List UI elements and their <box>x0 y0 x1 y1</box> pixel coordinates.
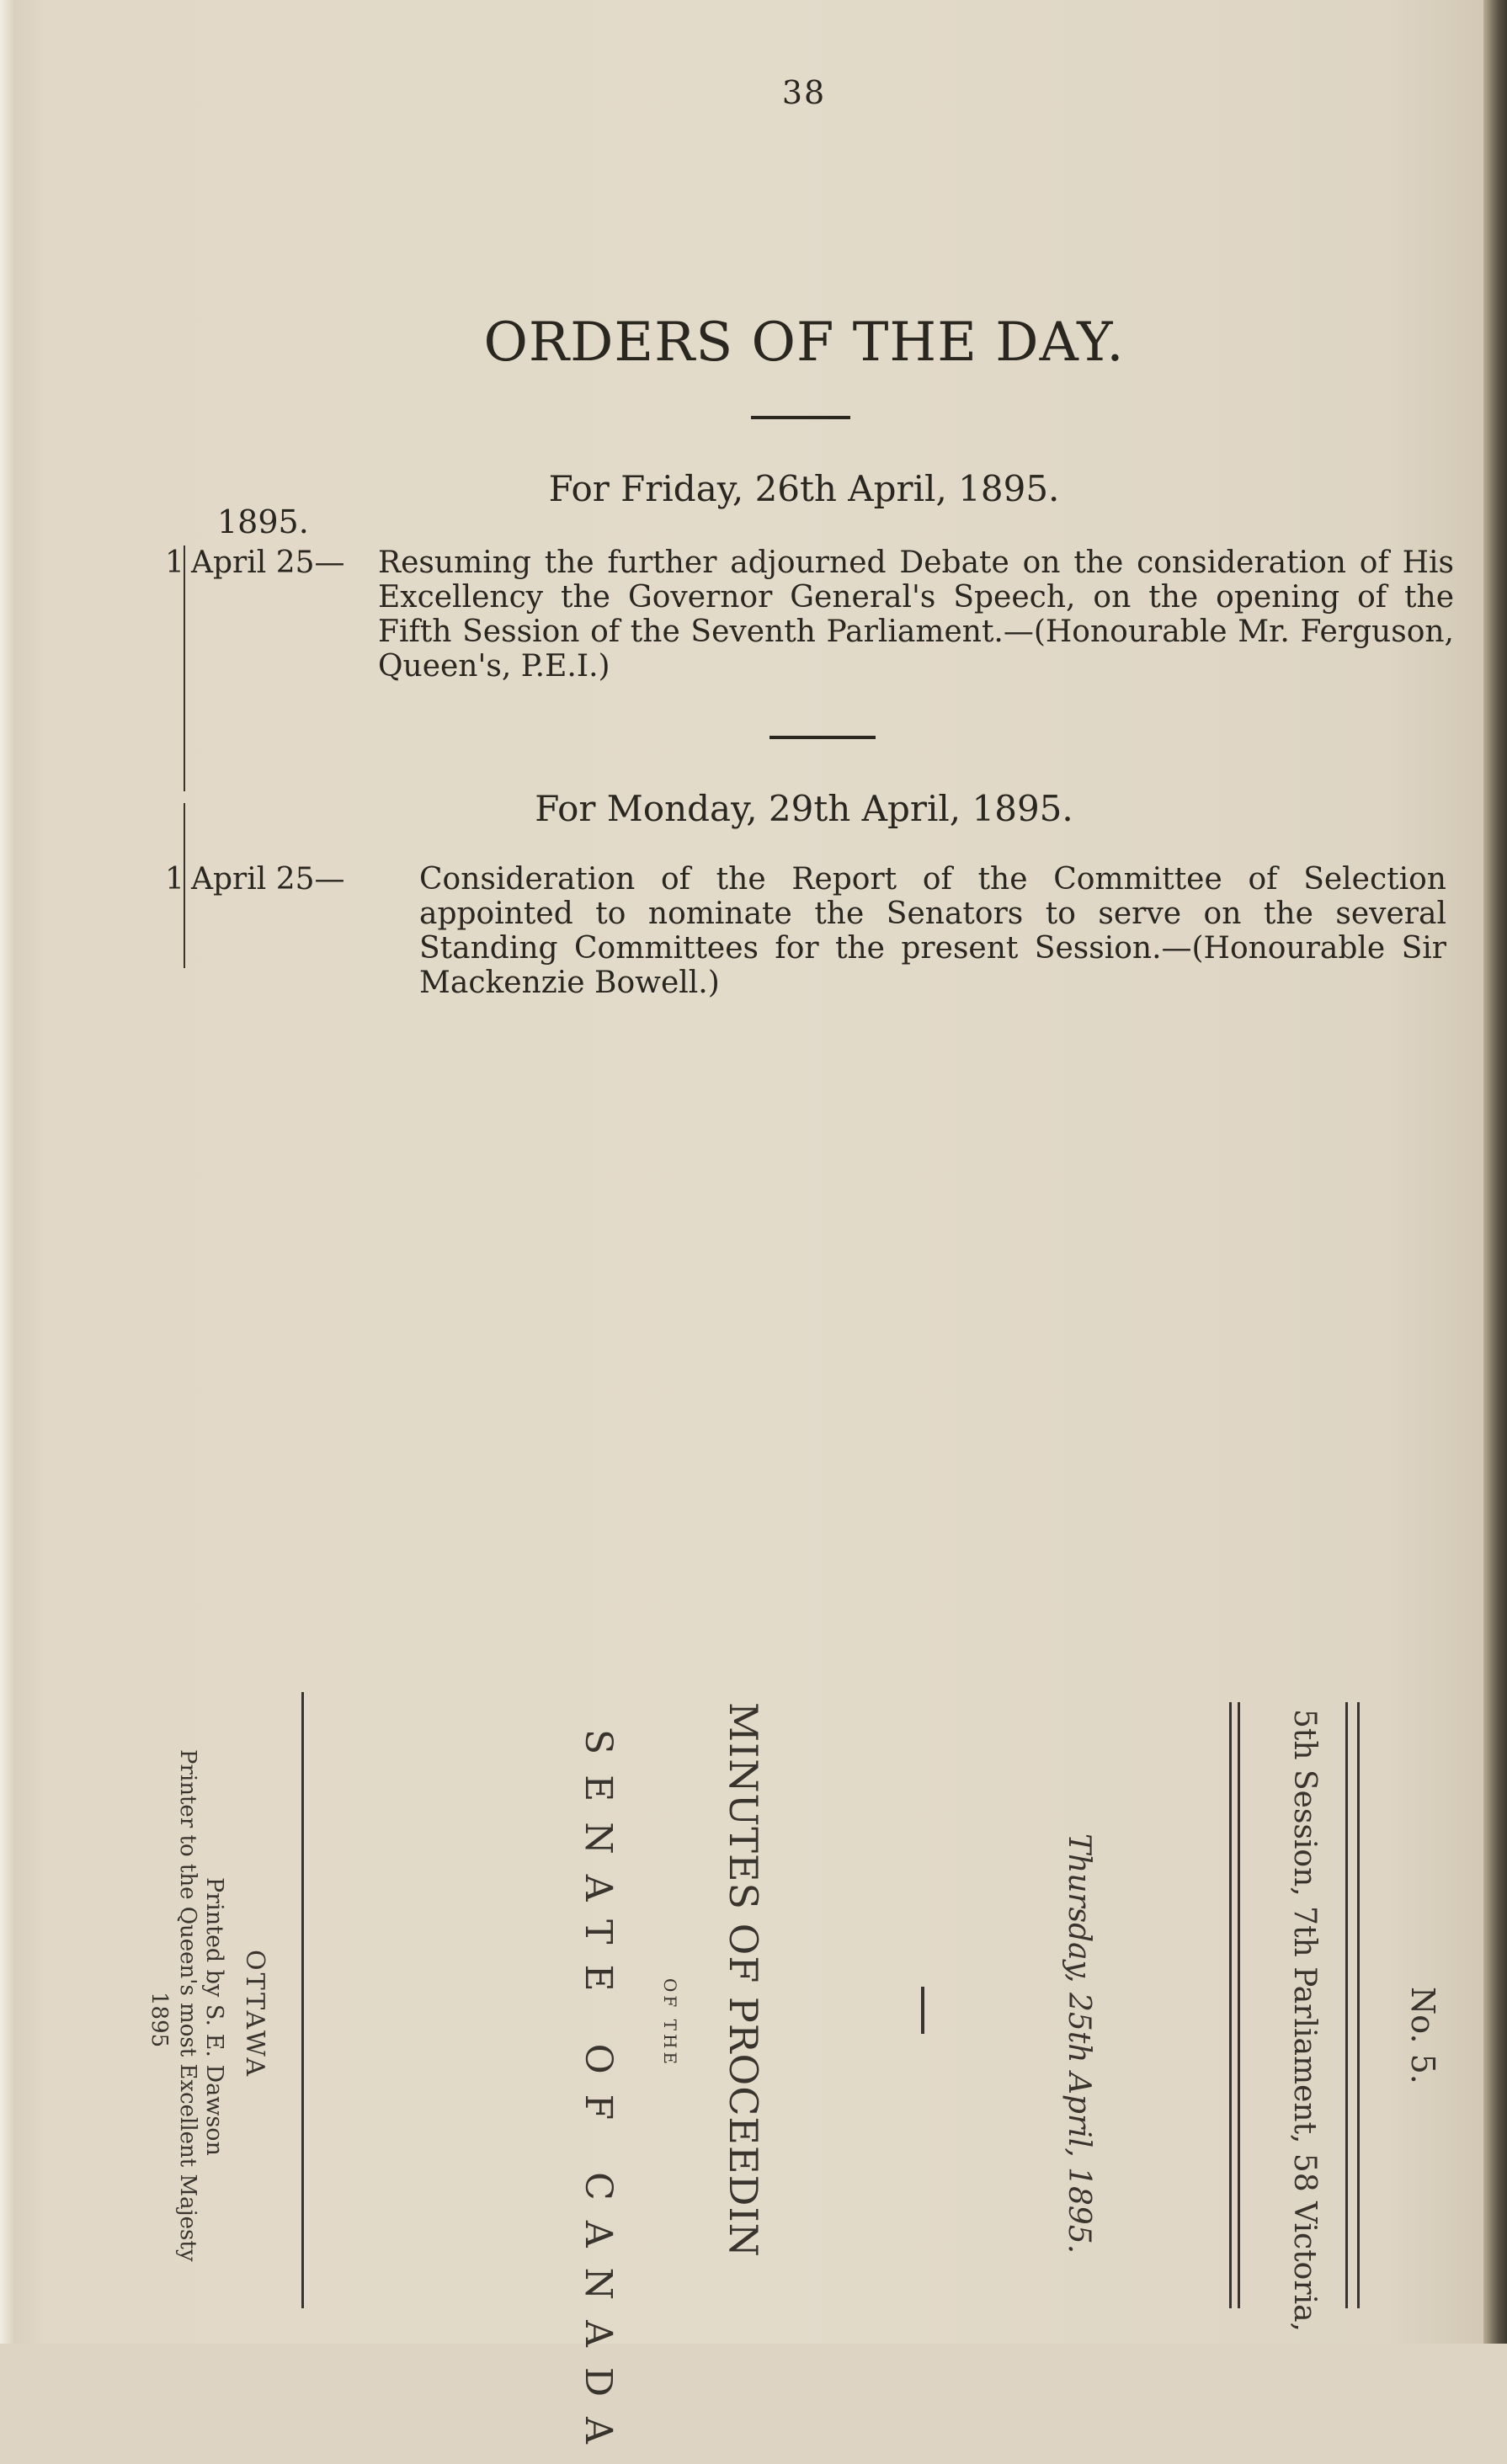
margin-rule <box>184 545 185 791</box>
cover-rule <box>301 1692 304 2308</box>
cover-title-line2: SENATE OF CANADA <box>577 1729 620 2464</box>
section-heading-monday: For Monday, 29th April, 1895. <box>535 788 1073 829</box>
cover-double-rule <box>1238 1702 1240 2308</box>
year-label: 1895. <box>217 503 309 540</box>
cover-panel <box>0 1684 1507 2464</box>
section-heading-friday: For Friday, 26th April, 1895. <box>548 468 1060 509</box>
order-number: 1 <box>165 862 184 897</box>
cover-title-of-the: OF THE <box>660 1978 680 2068</box>
cover-printer-line1: Printed by S. E. Dawson <box>201 1877 227 2156</box>
order-text <box>419 862 1446 1000</box>
order-date: April 25— <box>191 862 345 897</box>
cover-title-line1: MINUTES OF PROCEEDIN <box>721 1702 766 2258</box>
cover-session: 5th Session, 7th Parliament, 58 Victoria, <box>1287 1709 1322 2332</box>
cover-city: OTTAWA <box>240 1950 269 2078</box>
cover-rule <box>1345 1702 1348 2308</box>
cover-rule <box>1357 1702 1360 2308</box>
page-number: 38 <box>781 74 827 111</box>
order-text <box>378 545 1454 684</box>
order-text-body: Consideration of the Report of the Committee of Selection appointed to nominate the Senators to serve on the several Standing Committees for the present Session.—(Honourable Sir Mackenzie Bowell.) <box>419 862 1446 1000</box>
order-number: 1 <box>165 545 184 580</box>
order-date: April 25— <box>191 545 345 580</box>
cover-short-rule <box>921 1987 924 2034</box>
page-title: ORDERS OF THE DAY. <box>483 311 1125 374</box>
cover-printer-year: 1895 <box>146 1992 172 2048</box>
bleed-through-text <box>505 1288 528 1347</box>
cover-number: No. 5. <box>1404 1987 1441 2084</box>
section-rule <box>769 736 876 739</box>
cover-date: Thursday, 25th April, 1895. <box>1062 1833 1096 2254</box>
order-text-body: Resuming the further adjourned Debate on the consideration of His Excellency the Governor General's Speech, on the opening of the Fifth Session of the Seventh Parliament.—(Honourable Mr. Ferguson, Queen's, P.E.I.) <box>378 545 1454 684</box>
heading-rule <box>751 416 850 419</box>
cover-double-rule <box>1229 1702 1232 2308</box>
cover-printer-line2: Printer to the Queen's most Excellent Majesty <box>175 1749 200 2262</box>
